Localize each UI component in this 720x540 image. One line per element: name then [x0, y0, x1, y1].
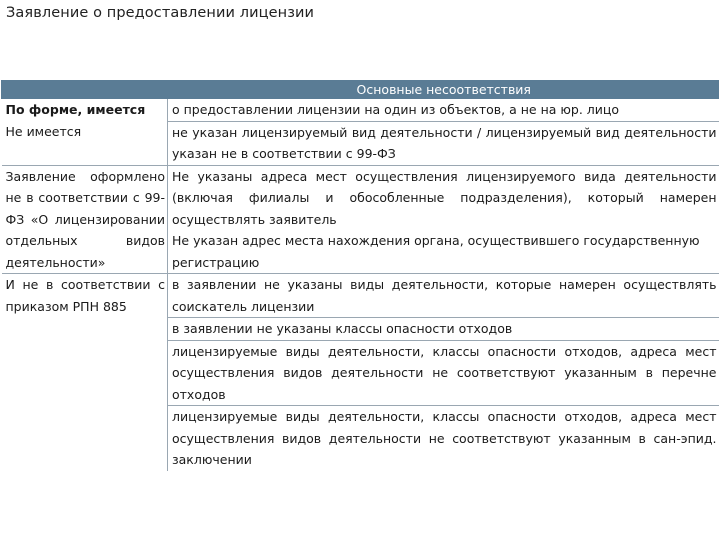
row-nonconformity: в заявлении не указаны виды деятельности, которые намерен осуществлять соискатель лицензии — [168, 274, 719, 318]
row-label: Не имеется — [2, 121, 168, 165]
table-header-empty-cell — [2, 80, 168, 99]
nonconformities-table — [1, 80, 719, 471]
row-label — [2, 406, 168, 471]
table-row — [2, 121, 719, 165]
table-row — [2, 274, 719, 318]
table-row — [2, 99, 719, 121]
row-nonconformity: лицензируемые виды деятельности, классы опасности отходов, адреса мест осуществления видов деятельности не соответствуют указанным в сан-эпид. заключении — [172, 409, 717, 467]
row-nonconformity: Не указан адрес места нахождения органа, осуществившего государственную регистрацию — [172, 233, 700, 270]
row-label: Заявление оформлено не в соответствии с 99-ФЗ «О лицензировании отдельных видов деятельности» — [2, 165, 168, 274]
table-row — [2, 165, 719, 274]
row-nonconformity: о предоставлении лицензии на один из объектов, а не на юр. лицо — [168, 99, 719, 121]
row-nonconformity: не указан лицензируемый вид деятельности / лицензируемый вид деятельности указан не в соответствии с 99-ФЗ — [168, 121, 719, 165]
row-nonconformity: Не указаны адреса мест осуществления лицензируемого вида деятельности (включая филиалы и обособленные подразделения), который намерен осуществлять заявитель — [172, 168, 717, 227]
table-row — [2, 340, 719, 406]
row-nonconformity: лицензируемые виды деятельности, классы опасности отходов, адреса мест осуществления видов деятельности не соответствуют указанным в перечне отходов — [168, 340, 719, 406]
table-row — [2, 318, 719, 341]
page-title: Заявление о предоставлении лицензии — [6, 5, 315, 21]
table-row — [2, 406, 719, 471]
row-nonconformity-group — [168, 165, 719, 274]
table-header: Основные несоответствия — [168, 80, 719, 99]
row-label — [2, 318, 168, 341]
table-header-row — [2, 80, 719, 99]
row-label: По форме, имеется — [2, 99, 168, 121]
row-label — [2, 340, 168, 406]
row-nonconformity: в заявлении не указаны классы опасности отходов — [168, 318, 719, 341]
row-label: И не в соответствии с приказом РПН 885 — [2, 274, 168, 318]
